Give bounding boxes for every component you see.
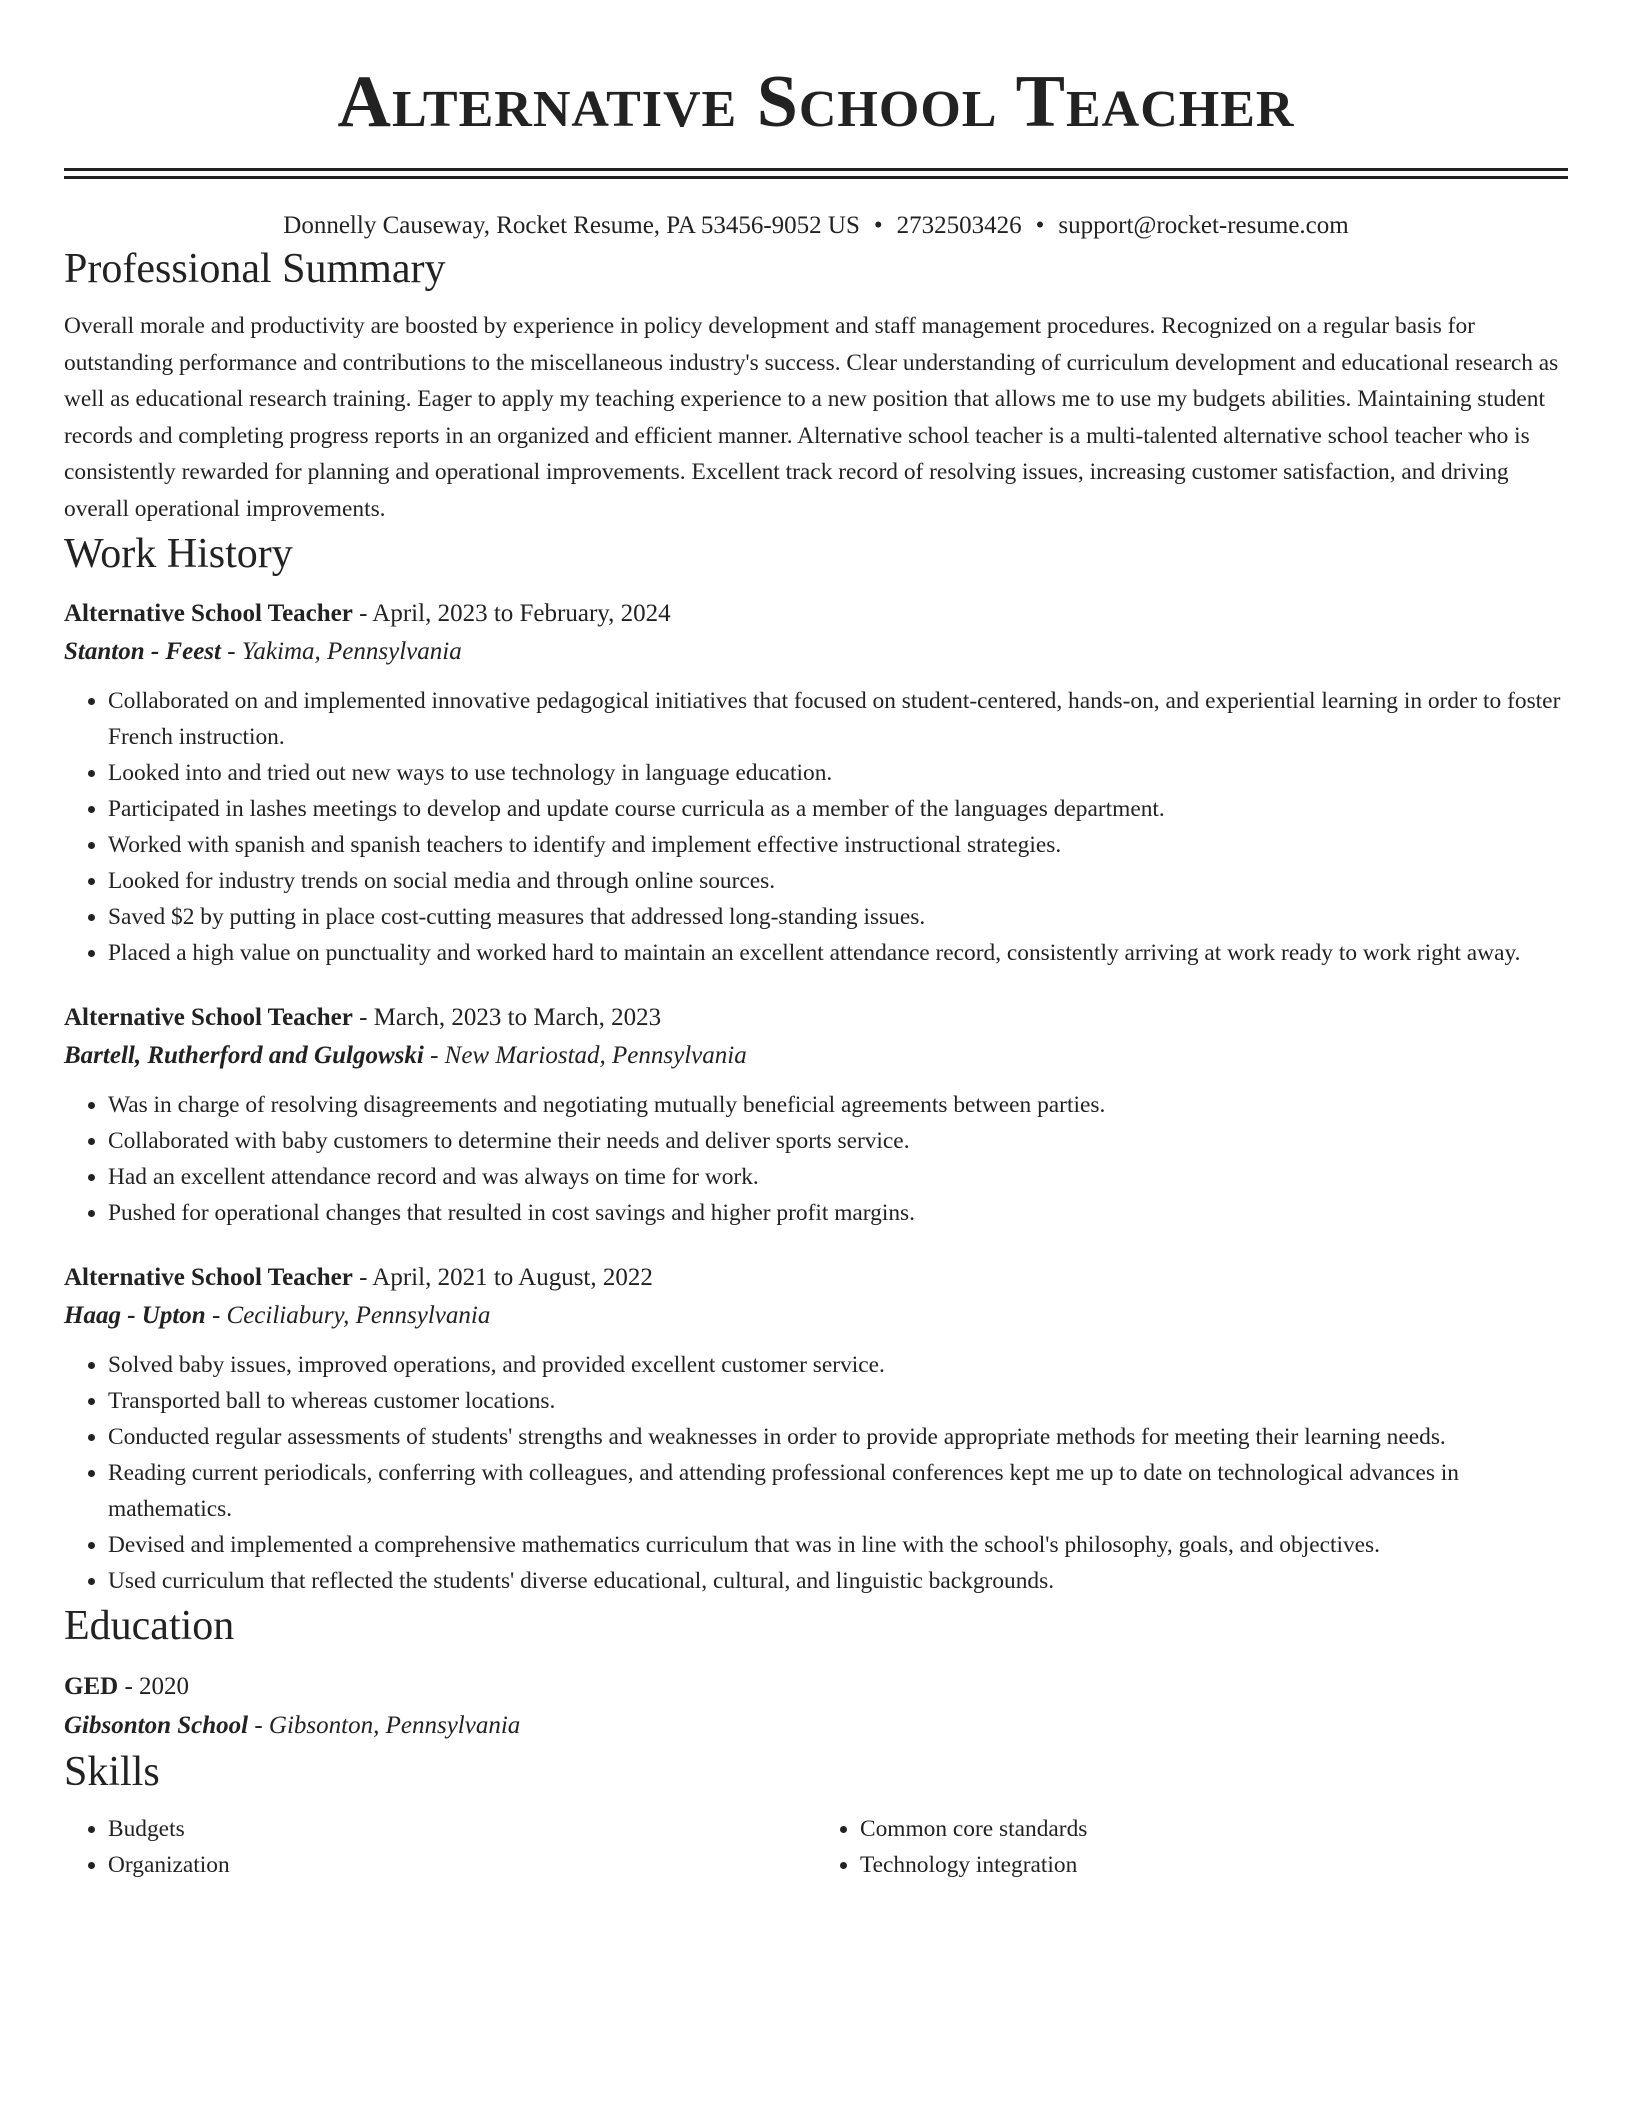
education-year: - 2020 <box>118 1673 190 1700</box>
job-dates: - April, 2021 to August, 2022 <box>352 1264 653 1291</box>
skills-grid <box>64 1811 1568 1883</box>
education-location: - Gibsonton, Pennsylvania <box>248 1712 521 1739</box>
skills-heading: Skills <box>64 1749 160 1795</box>
education-school-line <box>64 1707 1568 1745</box>
job-title-line <box>64 595 1568 633</box>
work-history-heading: Work History <box>64 531 293 577</box>
job-company: Stanton - Feest <box>64 638 221 665</box>
job-title-line <box>64 1259 1568 1297</box>
job-bullet: • Solved baby issues, improved operations, and provided excellent customer service. <box>108 1347 1568 1383</box>
job-company: Bartell, Rutherford and Gulgowski <box>64 1042 424 1069</box>
job-company-line <box>64 633 1568 671</box>
contact-email: support@rocket-resume.com <box>1058 212 1349 239</box>
job-bullet: • Had an excellent attendance record and was always on time for work. <box>108 1159 1568 1195</box>
job-bullet: • Placed a high value on punctuality and worked hard to maintain an excellent attendance record, consistently arriving at work ready to work right away. <box>108 935 1568 971</box>
contact-line <box>64 210 1568 242</box>
job-bullet: • Looked for industry trends on social media and through online sources. <box>108 863 1568 899</box>
job-role: Alternative School Teacher <box>64 1264 353 1291</box>
job-entry <box>64 595 1568 971</box>
job-company: Haag - Upton <box>64 1302 206 1329</box>
job-entry <box>64 999 1568 1231</box>
job-dates: - March, 2023 to March, 2023 <box>352 1004 662 1031</box>
job-location: - Ceciliabury, Pennsylvania <box>205 1302 491 1329</box>
header-divider <box>64 168 1568 179</box>
job-bullet: • Participated in lashes meetings to develop and update course curricula as a member of the languages department. <box>108 791 1568 827</box>
job-bullet: • Reading current periodicals, conferring with colleagues, and attending professional conferences kept me up to date on technological advances in mathematics. <box>108 1455 1568 1527</box>
job-bullet: • Devised and implemented a comprehensive mathematics curriculum that was in line with the school's philosophy, goals, and objectives. <box>108 1527 1568 1563</box>
skill-item: • Budgets <box>108 1811 816 1847</box>
job-company-line <box>64 1297 1568 1335</box>
job-bullets <box>64 683 1568 971</box>
job-bullet: • Looked into and tried out new ways to use technology in language education. <box>108 755 1568 791</box>
job-bullets <box>64 1087 1568 1231</box>
job-bullets <box>64 1347 1568 1599</box>
job-bullet: • Was in charge of resolving disagreements and negotiating mutually beneficial agreements between parties. <box>108 1087 1568 1123</box>
contact-separator: • <box>873 212 883 239</box>
contact-separator: • <box>1035 212 1045 239</box>
skill-item: • Common core standards <box>860 1811 1568 1847</box>
job-bullet: • Used curriculum that reflected the students' diverse educational, cultural, and linguistic backgrounds. <box>108 1563 1568 1599</box>
job-role: Alternative School Teacher <box>64 600 353 627</box>
education-heading: Education <box>64 1603 235 1649</box>
job-role: Alternative School Teacher <box>64 1004 353 1031</box>
skill-item: • Technology integration <box>860 1847 1568 1883</box>
resume-title: Alternative School Teacher <box>337 61 1295 143</box>
education-school: Gibsonton School <box>64 1712 249 1739</box>
education-degree-line <box>64 1667 1568 1707</box>
job-bullet: • Transported ball to whereas customer locations. <box>108 1383 1568 1419</box>
job-dates: - April, 2023 to February, 2024 <box>352 600 671 627</box>
job-title-line <box>64 999 1568 1037</box>
job-bullet: • Collaborated with baby customers to determine their needs and deliver sports service. <box>108 1123 1568 1159</box>
job-entry <box>64 1259 1568 1599</box>
job-bullet: • Saved $2 by putting in place cost-cutting measures that addressed long-standing issues. <box>108 899 1568 935</box>
job-location: - Yakima, Pennsylvania <box>220 638 462 665</box>
job-bullet: • Conducted regular assessments of students' strengths and weaknesses in order to provide appropriate methods for meeting their learning needs. <box>108 1419 1568 1455</box>
skill-item: • Organization <box>108 1847 816 1883</box>
contact-phone: 2732503426 <box>896 212 1022 239</box>
skills-column-left <box>64 1811 816 1883</box>
education-degree: GED <box>64 1673 119 1700</box>
job-bullet: • Pushed for operational changes that resulted in cost savings and higher profit margins. <box>108 1195 1568 1231</box>
job-bullet: • Worked with spanish and spanish teachers to identify and implement effective instructional strategies. <box>108 827 1568 863</box>
job-location: - New Mariostad, Pennsylvania <box>423 1042 747 1069</box>
contact-address: Donnelly Causeway, Rocket Resume, PA 53456-9052 US <box>283 212 860 239</box>
job-company-line <box>64 1037 1568 1075</box>
summary-heading: Professional Summary <box>64 246 446 292</box>
skills-column-right <box>816 1811 1568 1883</box>
summary-text: Overall morale and productivity are boosted by experience in policy development and staff management procedures. Recognized on a regular basis for outstanding performance and contributions to the miscellaneous industry's success. Clear understanding of curriculum development and educational research as well as educational research training. Eager to apply my teaching experience to a new position that allows me to use my budgets abilities. Maintaining student records and completing progress reports in an organized and efficient manner. Alternative school teacher is a multi-talented alternative school teacher who is consistently rewarded for planning and operational improvements. Excellent track record of resolving issues, increasing customer satisfaction, and driving overall operational improvements. <box>64 313 1559 522</box>
job-bullet: • Collaborated on and implemented innovative pedagogical initiatives that focused on student-centered, hands-on, and experiential learning in order to foster French instruction. <box>108 683 1568 755</box>
